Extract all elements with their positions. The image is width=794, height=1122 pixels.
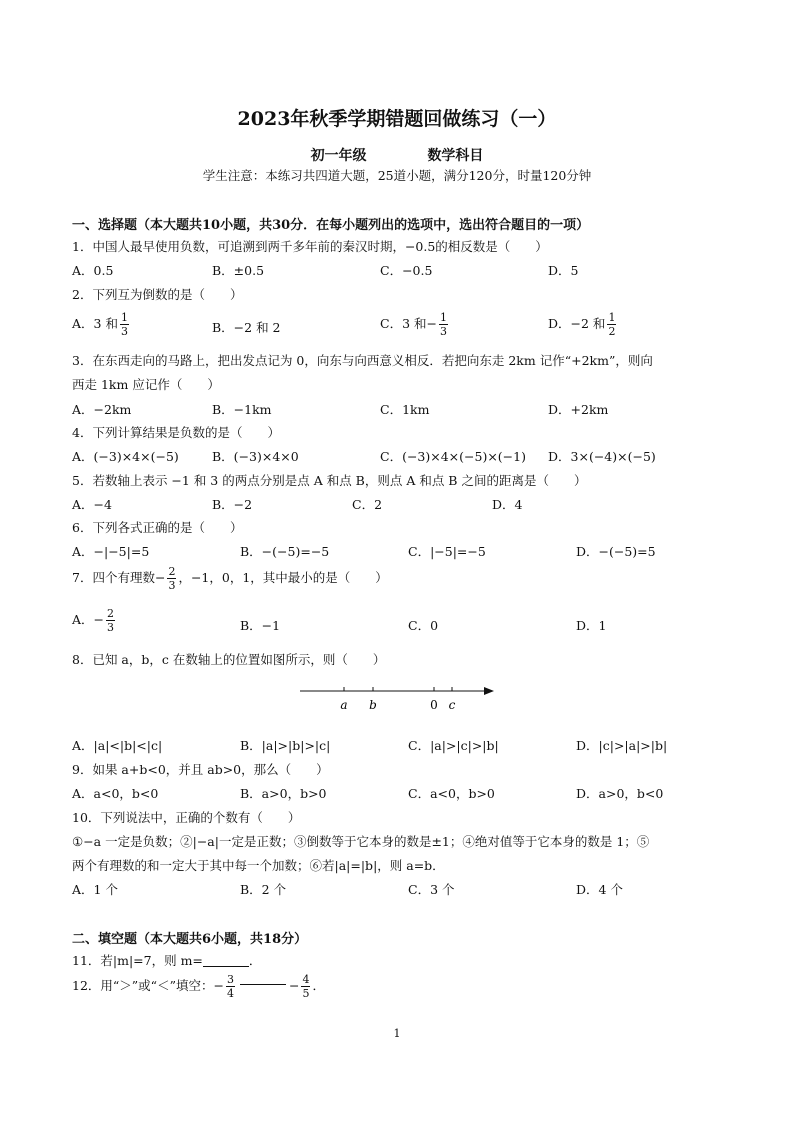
q9-stem: 9．如果 a+b<0，并且 ab>0，那么（ ） bbox=[72, 762, 329, 777]
q1-option-a: A．0.5 bbox=[72, 263, 114, 278]
q2-option-d-text: D．−2 和 bbox=[548, 316, 606, 331]
q5-option-d: D．4 bbox=[492, 497, 523, 512]
q7-stem bbox=[72, 566, 388, 591]
q12-fraction-right bbox=[301, 974, 310, 999]
grade-label: 初一年级 bbox=[310, 148, 367, 164]
q7-option-b: B．−1 bbox=[240, 618, 281, 633]
q11-answer-blank[interactable] bbox=[203, 966, 249, 967]
q12-fraction-left bbox=[226, 974, 235, 999]
q7-option-d: D．1 bbox=[576, 618, 607, 633]
q5-option-b: B．−2 bbox=[212, 497, 253, 512]
q2-option-a bbox=[72, 312, 131, 337]
number-line-arrow bbox=[484, 687, 494, 695]
q12-suffix: ． bbox=[312, 978, 325, 993]
fraction-denominator: 3 bbox=[439, 325, 447, 338]
q7-option-c: C．0 bbox=[408, 618, 439, 633]
q6-option-c: C．|−5|=−5 bbox=[408, 544, 486, 559]
q7-option-a-fraction bbox=[106, 608, 115, 633]
q2-option-d-fraction bbox=[607, 312, 616, 337]
q3-option-c: C．1km bbox=[380, 402, 430, 417]
fraction-numerator: 2 bbox=[168, 565, 176, 578]
q12-minus-sign: − bbox=[288, 978, 300, 993]
notice: 学生注意：本练习共四道大题，25道小题，满分120分，时量120分钟 bbox=[202, 168, 592, 183]
q8-option-b: B．|a|>|b|>|c| bbox=[240, 738, 331, 753]
label-zero: 0 bbox=[430, 698, 438, 712]
q11-prefix: 11．若|m|=7，则 m= bbox=[72, 953, 203, 968]
q6-option-b: B．−(−5)=−5 bbox=[240, 544, 330, 559]
q11-suffix: ． bbox=[248, 953, 262, 968]
label-c: c bbox=[448, 698, 456, 712]
q1-option-d: D．5 bbox=[548, 263, 579, 278]
q10-option-c: C．3 个 bbox=[408, 882, 455, 897]
q4-option-d: D．3×(−4)×(−5) bbox=[548, 449, 656, 464]
q2-option-b: B．−2 和 2 bbox=[212, 320, 281, 335]
q4-option-a: A．(−3)×4×(−5) bbox=[72, 449, 179, 464]
q7-stem-fraction bbox=[167, 566, 176, 591]
q12-answer-blank[interactable] bbox=[240, 984, 286, 985]
q2-option-d bbox=[548, 312, 618, 337]
page-title: 2023年秋季学期错题回做练习（一） bbox=[237, 108, 557, 130]
q1-option-b: B．±0.5 bbox=[212, 263, 265, 278]
q10-option-b: B．2 个 bbox=[240, 882, 287, 897]
q7-stem-prefix: 7．四个有理数− bbox=[72, 570, 166, 585]
q2-stem: 2．下列互为倒数的是（ ） bbox=[72, 287, 243, 302]
q3-line2: 西走 1km 应记作（ ） bbox=[72, 377, 220, 392]
q8-stem: 8．已知 a，b，c 在数轴上的位置如图所示，则（ ） bbox=[72, 652, 386, 667]
q2-option-c bbox=[380, 312, 450, 337]
q5-option-a: A．−4 bbox=[72, 497, 112, 512]
q6-option-d: D．−(−5)=5 bbox=[576, 544, 656, 559]
fraction-numerator: 1 bbox=[439, 311, 447, 324]
q8-option-a: A．|a|<|b|<|c| bbox=[72, 738, 163, 753]
fraction-denominator: 3 bbox=[120, 325, 128, 338]
section1-heading: 一、选择题（本大题共10小题，共30分．在每小题列出的选项中，选出符合题目的一项） bbox=[72, 218, 590, 233]
q12 bbox=[72, 974, 325, 999]
subtitle bbox=[0, 145, 794, 165]
q12-prefix: 12．用“＞”或“＜”填空：− bbox=[72, 978, 224, 993]
q3-option-a: A．−2km bbox=[72, 402, 132, 417]
fraction-numerator: 2 bbox=[107, 607, 115, 620]
fraction-denominator: 3 bbox=[107, 621, 115, 634]
q2-option-a-fraction bbox=[120, 312, 129, 337]
q9-option-d: D．a>0，b<0 bbox=[576, 786, 664, 801]
q8-option-d: D．|c|>|a|>|b| bbox=[576, 738, 668, 753]
number-line-figure bbox=[296, 678, 500, 714]
fraction-denominator: 2 bbox=[608, 325, 616, 338]
q9-option-a: A．a<0，b<0 bbox=[72, 786, 159, 801]
q10-stem: 10．下列说法中，正确的个数有（ ） bbox=[72, 810, 301, 825]
fraction-numerator: 1 bbox=[120, 311, 128, 324]
q10-option-a: A．1 个 bbox=[72, 882, 118, 897]
q6-stem: 6．下列各式正确的是（ ） bbox=[72, 520, 243, 535]
subject-label: 数学科目 bbox=[427, 148, 484, 164]
q5-option-c: C．2 bbox=[352, 497, 383, 512]
fraction-numerator: 3 bbox=[226, 973, 234, 986]
fraction-denominator: 4 bbox=[226, 987, 234, 1000]
q3-option-b: B．−1km bbox=[212, 402, 272, 417]
q4-option-c: C．(−3)×4×(−5)×(−1) bbox=[380, 449, 526, 464]
q7-option-a bbox=[72, 608, 117, 633]
q3-option-d: D．+2km bbox=[548, 402, 609, 417]
fraction-numerator: 1 bbox=[608, 311, 616, 324]
fraction-denominator: 3 bbox=[168, 579, 176, 592]
q7-stem-suffix: ，−1，0，1，其中最小的是（ ） bbox=[178, 570, 388, 585]
q6-option-a: A．−|−5|=5 bbox=[72, 544, 150, 559]
page-number: 1 bbox=[393, 1027, 401, 1040]
fraction-denominator: 5 bbox=[302, 987, 310, 1000]
q11 bbox=[72, 951, 261, 969]
label-b: b bbox=[369, 698, 377, 712]
q10-line2: 两个有理数的和一定大于其中每一个加数；⑥若|a|=|b|，则 a=b． bbox=[72, 858, 445, 873]
q7-option-a-text: A．− bbox=[72, 612, 105, 627]
q2-option-c-text: C．3 和− bbox=[380, 316, 437, 331]
q2-option-a-text: A．3 和 bbox=[72, 316, 118, 331]
q4-stem: 4．下列计算结果是负数的是（ ） bbox=[72, 425, 280, 440]
label-a: a bbox=[340, 698, 348, 712]
q4-option-b: B．(−3)×4×0 bbox=[212, 449, 299, 464]
q1-option-c: C．−0.5 bbox=[380, 263, 433, 278]
q2-option-c-fraction bbox=[439, 312, 448, 337]
fraction-numerator: 4 bbox=[302, 973, 310, 986]
q10-line1: ①−a 一定是负数；②|−a|一定是正数；③倒数等于它本身的数是±1；④绝对值等于它本身的数是 1；⑤ bbox=[72, 834, 650, 849]
q10-option-d: D．4 个 bbox=[576, 882, 623, 897]
q5-stem: 5．若数轴上表示 −1 和 3 的两点分别是点 A 和点 B，则点 A 和点 B 之间的距离是（ ） bbox=[72, 473, 587, 488]
q3-line1: 3．在东西走向的马路上，把出发点记为 0，向东与向西意义相反．若把向东走 2km 记作“+2km”，则向 bbox=[72, 353, 653, 368]
q9-option-c: C．a<0，b>0 bbox=[408, 786, 495, 801]
q1-stem: 1．中国人最早使用负数，可追溯到两千多年前的秦汉时期，−0.5的相反数是（ ） bbox=[72, 239, 548, 254]
section2-heading: 二、填空题（本大题共6小题，共18分） bbox=[72, 932, 308, 947]
q9-option-b: B．a>0，b>0 bbox=[240, 786, 327, 801]
q8-option-c: C．|a|>|c|>|b| bbox=[408, 738, 499, 753]
